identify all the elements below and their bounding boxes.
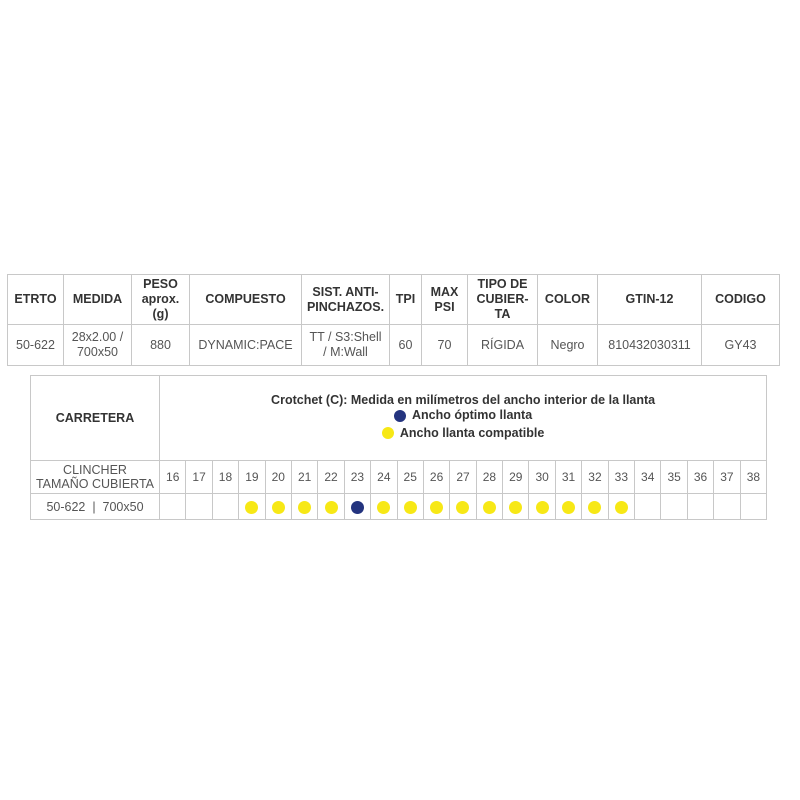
compat-cell-24 — [371, 494, 397, 520]
spec-value-cell: 880 — [132, 325, 190, 366]
clincher-size-header: CLINCHER TAMAÑO CUBIERTA — [31, 461, 160, 494]
spec-header-cell: MAX PSI — [422, 275, 468, 325]
spec-value-cell: RÍGIDA — [468, 325, 538, 366]
compat-cell-26 — [423, 494, 449, 520]
tire-size-row — [31, 494, 767, 520]
spec-header-row — [8, 275, 780, 325]
rim-width-17: 17 — [186, 461, 212, 494]
spec-value-cell: 60 — [390, 325, 422, 366]
rim-width-35: 35 — [661, 461, 687, 494]
spec-header-cell: COMPUESTO — [190, 275, 302, 325]
rim-width-38: 38 — [740, 461, 767, 494]
legend-optimal — [394, 408, 532, 423]
compatible-dot-icon — [562, 501, 575, 514]
compatible-dot-icon — [588, 501, 601, 514]
spec-table — [7, 274, 780, 366]
compat-cell-30 — [529, 494, 555, 520]
compatible-dot-icon — [382, 427, 394, 439]
spec-value-cell: TT / S3:Shell / M:Wall — [302, 325, 390, 366]
spec-header-cell: COLOR — [538, 275, 598, 325]
crotchet-legend — [160, 376, 767, 461]
spec-value-cell: 28x2.00 / 700x50 — [64, 325, 132, 366]
compat-cell-25 — [397, 494, 423, 520]
compat-cell-36 — [687, 494, 713, 520]
compatible-dot-icon — [272, 501, 285, 514]
rim-width-29: 29 — [503, 461, 529, 494]
compatible-dot-icon — [615, 501, 628, 514]
spec-header-cell: MEDIDA — [64, 275, 132, 325]
spec-header-cell: PESO aprox. (g) — [132, 275, 190, 325]
compat-cell-16 — [160, 494, 186, 520]
compat-cell-19 — [239, 494, 265, 520]
compat-cell-23 — [344, 494, 370, 520]
rim-width-34: 34 — [635, 461, 661, 494]
compat-cell-34 — [635, 494, 661, 520]
compat-cell-21 — [291, 494, 317, 520]
compatible-dot-icon — [536, 501, 549, 514]
rim-width-21: 21 — [291, 461, 317, 494]
compatible-dot-icon — [456, 501, 469, 514]
rim-width-28: 28 — [476, 461, 502, 494]
legend-optimal-label: Ancho óptimo llanta — [412, 408, 533, 422]
spec-data-row — [8, 325, 780, 366]
spec-value-cell: GY43 — [702, 325, 780, 366]
spec-value-cell: DYNAMIC:PACE — [190, 325, 302, 366]
spec-header-cell: GTIN-12 — [598, 275, 702, 325]
compatible-dot-icon — [377, 501, 390, 514]
compat-cell-33 — [608, 494, 634, 520]
compat-header-row — [31, 376, 767, 461]
rim-width-33: 33 — [608, 461, 634, 494]
rim-width-31: 31 — [555, 461, 581, 494]
compat-cell-20 — [265, 494, 291, 520]
compatible-dot-icon — [298, 501, 311, 514]
optimal-dot-icon — [394, 410, 406, 422]
compat-cell-28 — [476, 494, 502, 520]
compatible-dot-icon — [404, 501, 417, 514]
legend-compatible — [382, 426, 544, 441]
compat-cell-38 — [740, 494, 767, 520]
rim-width-18: 18 — [212, 461, 238, 494]
rim-width-30: 30 — [529, 461, 555, 494]
compat-cell-31 — [555, 494, 581, 520]
compat-cell-17 — [186, 494, 212, 520]
compat-cell-27 — [450, 494, 476, 520]
rim-width-37: 37 — [714, 461, 740, 494]
spec-value-cell: 70 — [422, 325, 468, 366]
compat-cell-22 — [318, 494, 344, 520]
spec-value-cell: 810432030311 — [598, 325, 702, 366]
compatible-dot-icon — [483, 501, 496, 514]
optimal-dot-icon — [351, 501, 364, 514]
spec-value-cell: 50-622 — [8, 325, 64, 366]
crotchet-title: Crotchet (C): Medida en milímetros del ancho interior de la llanta — [271, 393, 656, 407]
compat-cell-32 — [582, 494, 608, 520]
rim-width-23: 23 — [344, 461, 370, 494]
compat-cell-18 — [212, 494, 238, 520]
rim-width-25: 25 — [397, 461, 423, 494]
spec-header-cell: CODIGO — [702, 275, 780, 325]
rim-width-36: 36 — [687, 461, 713, 494]
compatible-dot-icon — [325, 501, 338, 514]
compat-cell-37 — [714, 494, 740, 520]
width-header-row — [31, 461, 767, 494]
spec-header-cell: TIPO DE CUBIER- TA — [468, 275, 538, 325]
rim-width-24: 24 — [371, 461, 397, 494]
spec-header-cell: SIST. ANTI- PINCHAZOS. — [302, 275, 390, 325]
compatible-dot-icon — [245, 501, 258, 514]
compat-cell-29 — [503, 494, 529, 520]
compatible-dot-icon — [509, 501, 522, 514]
spec-header-cell: TPI — [390, 275, 422, 325]
rim-width-16: 16 — [160, 461, 186, 494]
spec-header-cell: ETRTO — [8, 275, 64, 325]
compatible-dot-icon — [430, 501, 443, 514]
category-label: CARRETERA — [31, 376, 160, 461]
rim-width-20: 20 — [265, 461, 291, 494]
tire-size-label: 50-622 | 700x50 — [31, 494, 160, 520]
rim-width-27: 27 — [450, 461, 476, 494]
rim-width-32: 32 — [582, 461, 608, 494]
spec-value-cell: Negro — [538, 325, 598, 366]
rim-width-19: 19 — [239, 461, 265, 494]
legend-compatible-label: Ancho llanta compatible — [399, 425, 545, 440]
rim-width-26: 26 — [423, 461, 449, 494]
compat-cell-35 — [661, 494, 687, 520]
rim-compatibility-table — [30, 375, 767, 520]
rim-width-22: 22 — [318, 461, 344, 494]
